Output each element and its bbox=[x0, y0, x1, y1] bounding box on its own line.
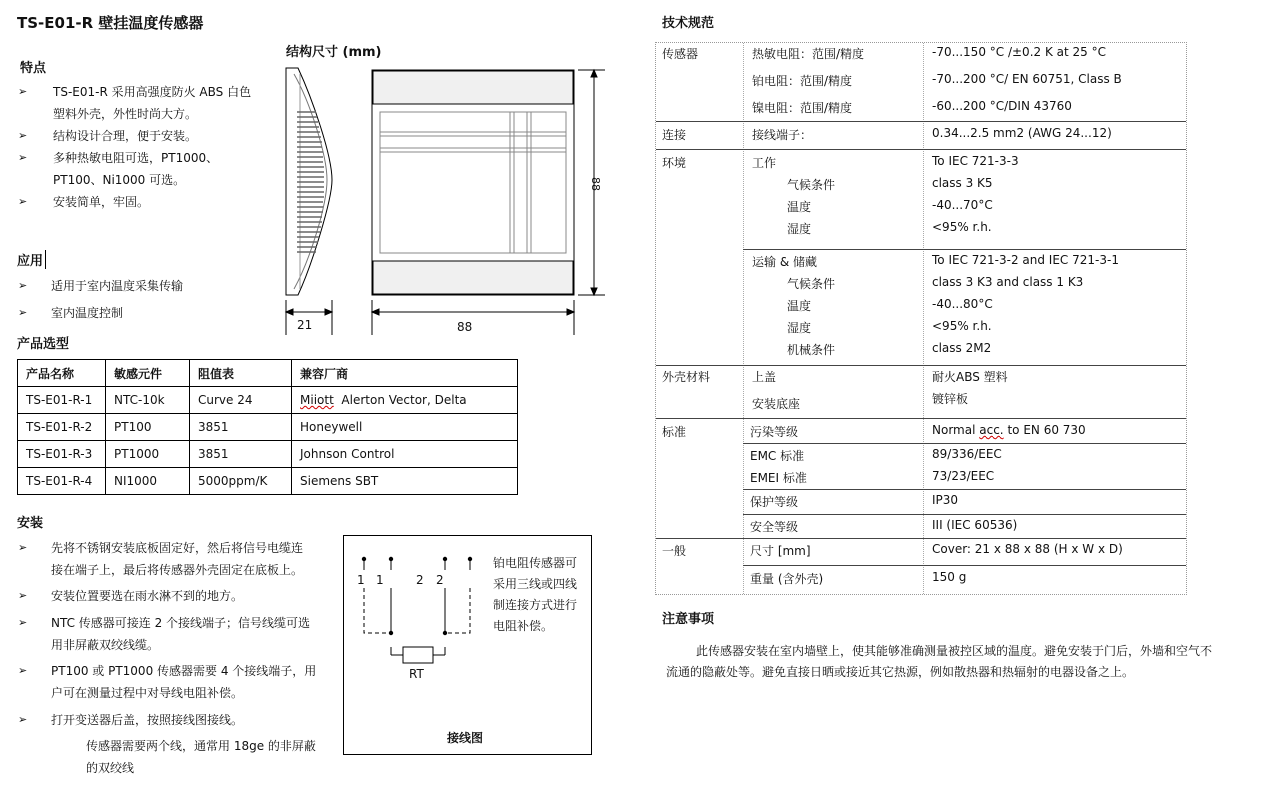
table-row: TS-E01-R-2 PT100 3851 Honeywell bbox=[18, 414, 518, 441]
dimensions-heading: 结构尺寸 (mm) bbox=[286, 45, 382, 60]
depth-label: 21 bbox=[297, 318, 313, 332]
feature-item: ➢ 多种热敏电阻可选，PT1000、 PT100、Ni1000 可选。 bbox=[18, 151, 219, 187]
notice-heading: 注意事项 bbox=[662, 612, 715, 627]
spec-label: 上盖 bbox=[752, 370, 777, 384]
spec-label: 接线端子： bbox=[752, 128, 813, 142]
dimension-drawing bbox=[280, 60, 620, 340]
spec-value: class 2M2 bbox=[932, 341, 992, 355]
spec-label: 工作 bbox=[752, 156, 777, 170]
spec-value: Normal acc. to EN 60 730 bbox=[932, 423, 1086, 437]
spec-value: 0.34...2.5 mm2 (AWG 24...12) bbox=[932, 126, 1112, 140]
terminal-label: 1 bbox=[357, 573, 365, 587]
spec-value: Cover: 21 x 88 x 88 (H x W x D) bbox=[932, 542, 1123, 556]
terminal-label: 1 bbox=[376, 573, 384, 587]
spec-label: 保护等级 bbox=[750, 495, 799, 509]
spec-value: -40...70°C bbox=[932, 198, 993, 212]
width-label: 88 bbox=[457, 320, 473, 334]
spec-category: 标准 bbox=[662, 425, 687, 439]
spec-category: 一般 bbox=[662, 544, 687, 558]
wiring-diagram bbox=[350, 548, 485, 678]
spec-value: -70...200 °C/ EN 60751, Class B bbox=[932, 72, 1122, 86]
spec-value: -60...200 °C/DIN 43760 bbox=[932, 99, 1072, 113]
spec-value: -40...80°C bbox=[932, 297, 993, 311]
installation-item: ➢ 先将不锈钢安装底板固定好，然后将信号电缆连 接在端子上，最后将传感器外壳固定在底板上。 bbox=[18, 541, 304, 577]
spec-label: 污染等级 bbox=[750, 425, 799, 439]
spec-value: To IEC 721-3-2 and IEC 721-3-1 bbox=[932, 253, 1119, 267]
height-label: 88 bbox=[589, 177, 602, 191]
notice-text: 此传感器安装在室内墙壁上，使其能够准确测量被控区域的温度。避免安装于门后，外墙和空气不 流通的隐蔽处等。避免直接日晒或接近其它热源，例如散热器和热辐射的电器设备之上。 bbox=[666, 644, 1213, 679]
table-row: TS-E01-R-3 PT1000 3851 Johnson Control bbox=[18, 441, 518, 468]
table-row: TS-E01-R-1 NTC-10k Curve 24 Miiott Alerton Vector, Delta bbox=[18, 387, 518, 414]
spec-heading: 技术规范 bbox=[662, 16, 715, 31]
spec-label: 湿度 bbox=[787, 321, 812, 335]
spec-label: EMEI 标准 bbox=[750, 471, 807, 485]
wiring-caption: 接线图 bbox=[447, 731, 484, 745]
spec-value: 镀锌板 bbox=[932, 392, 969, 406]
spec-value: 73/23/EEC bbox=[932, 469, 995, 483]
table-row: TS-E01-R-4 NI1000 5000ppm/K Siemens SBT bbox=[18, 468, 518, 495]
installation-item: ➢ 安装位置要选在雨水淋不到的地方。 bbox=[18, 589, 244, 603]
spec-value: To IEC 721-3-3 bbox=[932, 154, 1019, 168]
spec-label: EMC 标准 bbox=[750, 449, 805, 463]
spec-label: 镍电阻：范围/精度 bbox=[752, 101, 853, 115]
installation-note: 传感器需要两个线，通常用 18ge 的非屏蔽 的双绞线 bbox=[86, 739, 316, 775]
spec-label: 湿度 bbox=[787, 222, 812, 236]
front-view bbox=[372, 70, 574, 295]
installation-item: ➢ PT100 或 PT1000 传感器需要 4 个接线端子，用 户可在测量过程中对导线电阻补偿。 bbox=[18, 664, 317, 700]
spec-value: <95% r.h. bbox=[932, 319, 992, 333]
terminal-label: 2 bbox=[436, 573, 444, 587]
side-vents bbox=[297, 112, 324, 252]
spec-label: 运输 & 储藏 bbox=[752, 255, 817, 269]
spec-label: 安全等级 bbox=[750, 520, 799, 534]
installation-item: ➢ 打开变送器后盖，按照接线图接线。 bbox=[18, 713, 244, 727]
spec-value: III (IEC 60536) bbox=[932, 518, 1018, 532]
spec-label: 温度 bbox=[787, 299, 812, 313]
resistor-label: RT bbox=[409, 667, 424, 681]
terminal-dots bbox=[362, 557, 472, 561]
spec-value: -70...150 °C /±0.2 K at 25 °C bbox=[932, 45, 1106, 59]
installation-item: ➢ NTC 传感器可接连 2 个接线端子；信号线缆可选 用非屏蔽双绞线缆。 bbox=[18, 616, 311, 652]
application-heading: 应用 bbox=[17, 250, 46, 269]
installation-heading: 安装 bbox=[17, 516, 44, 531]
spec-value: <95% r.h. bbox=[932, 220, 992, 234]
spec-label: 尺寸 [mm] bbox=[750, 544, 811, 558]
spec-value: 150 g bbox=[932, 570, 967, 584]
spec-value: class 3 K5 bbox=[932, 176, 993, 190]
spec-label: 热敏电阻：范围/精度 bbox=[752, 47, 865, 61]
feature-item: ➢ 结构设计合理，便于安装。 bbox=[18, 129, 198, 143]
junction-dots bbox=[389, 631, 447, 635]
features-heading: 特点 bbox=[20, 61, 47, 76]
feature-item: ➢ 安装简单，牢固。 bbox=[18, 195, 150, 209]
application-item: ➢ 适用于室内温度采集传输 bbox=[18, 279, 184, 293]
page-title: TS-E01-R 壁挂温度传感器 bbox=[17, 14, 204, 32]
product-selection-heading: 产品选型 bbox=[17, 337, 70, 352]
spec-label: 温度 bbox=[787, 200, 812, 214]
terminal-label: 2 bbox=[416, 573, 424, 587]
table-header-row: 产品名称 敏感元件 阻值表 兼容厂商 bbox=[18, 360, 518, 387]
application-item: ➢ 室内温度控制 bbox=[18, 306, 124, 320]
spec-category: 连接 bbox=[662, 128, 687, 142]
spec-value: 89/336/EEC bbox=[932, 447, 1002, 461]
wiring-note: 铂电阻传感器可 采用三线或四线 制连接方式进行 电阻补偿。 bbox=[493, 556, 578, 633]
width-dimension-line bbox=[372, 300, 574, 335]
spec-label: 重量 (含外壳) bbox=[750, 572, 824, 586]
dashed-compensation-wires bbox=[364, 588, 470, 633]
spec-label: 气候条件 bbox=[787, 277, 836, 291]
spec-value: class 3 K3 and class 1 K3 bbox=[932, 275, 1084, 289]
spec-category: 外壳材料 bbox=[662, 370, 711, 384]
spec-table bbox=[655, 42, 1187, 595]
spec-value: 耐火ABS 塑料 bbox=[932, 370, 1008, 384]
spec-label: 机械条件 bbox=[787, 343, 836, 357]
spec-value: IP30 bbox=[932, 493, 959, 507]
spec-label: 安装底座 bbox=[752, 397, 801, 411]
feature-item: ➢ TS-E01-R 采用高强度防火 ABS 白色 塑料外壳，外性时尚大方。 bbox=[18, 85, 252, 121]
spec-category: 传感器 bbox=[662, 47, 699, 61]
spec-label: 气候条件 bbox=[787, 178, 836, 192]
spec-label: 铂电阻：范围/精度 bbox=[752, 74, 853, 88]
product-table bbox=[17, 359, 518, 495]
spec-category: 环境 bbox=[662, 156, 687, 170]
